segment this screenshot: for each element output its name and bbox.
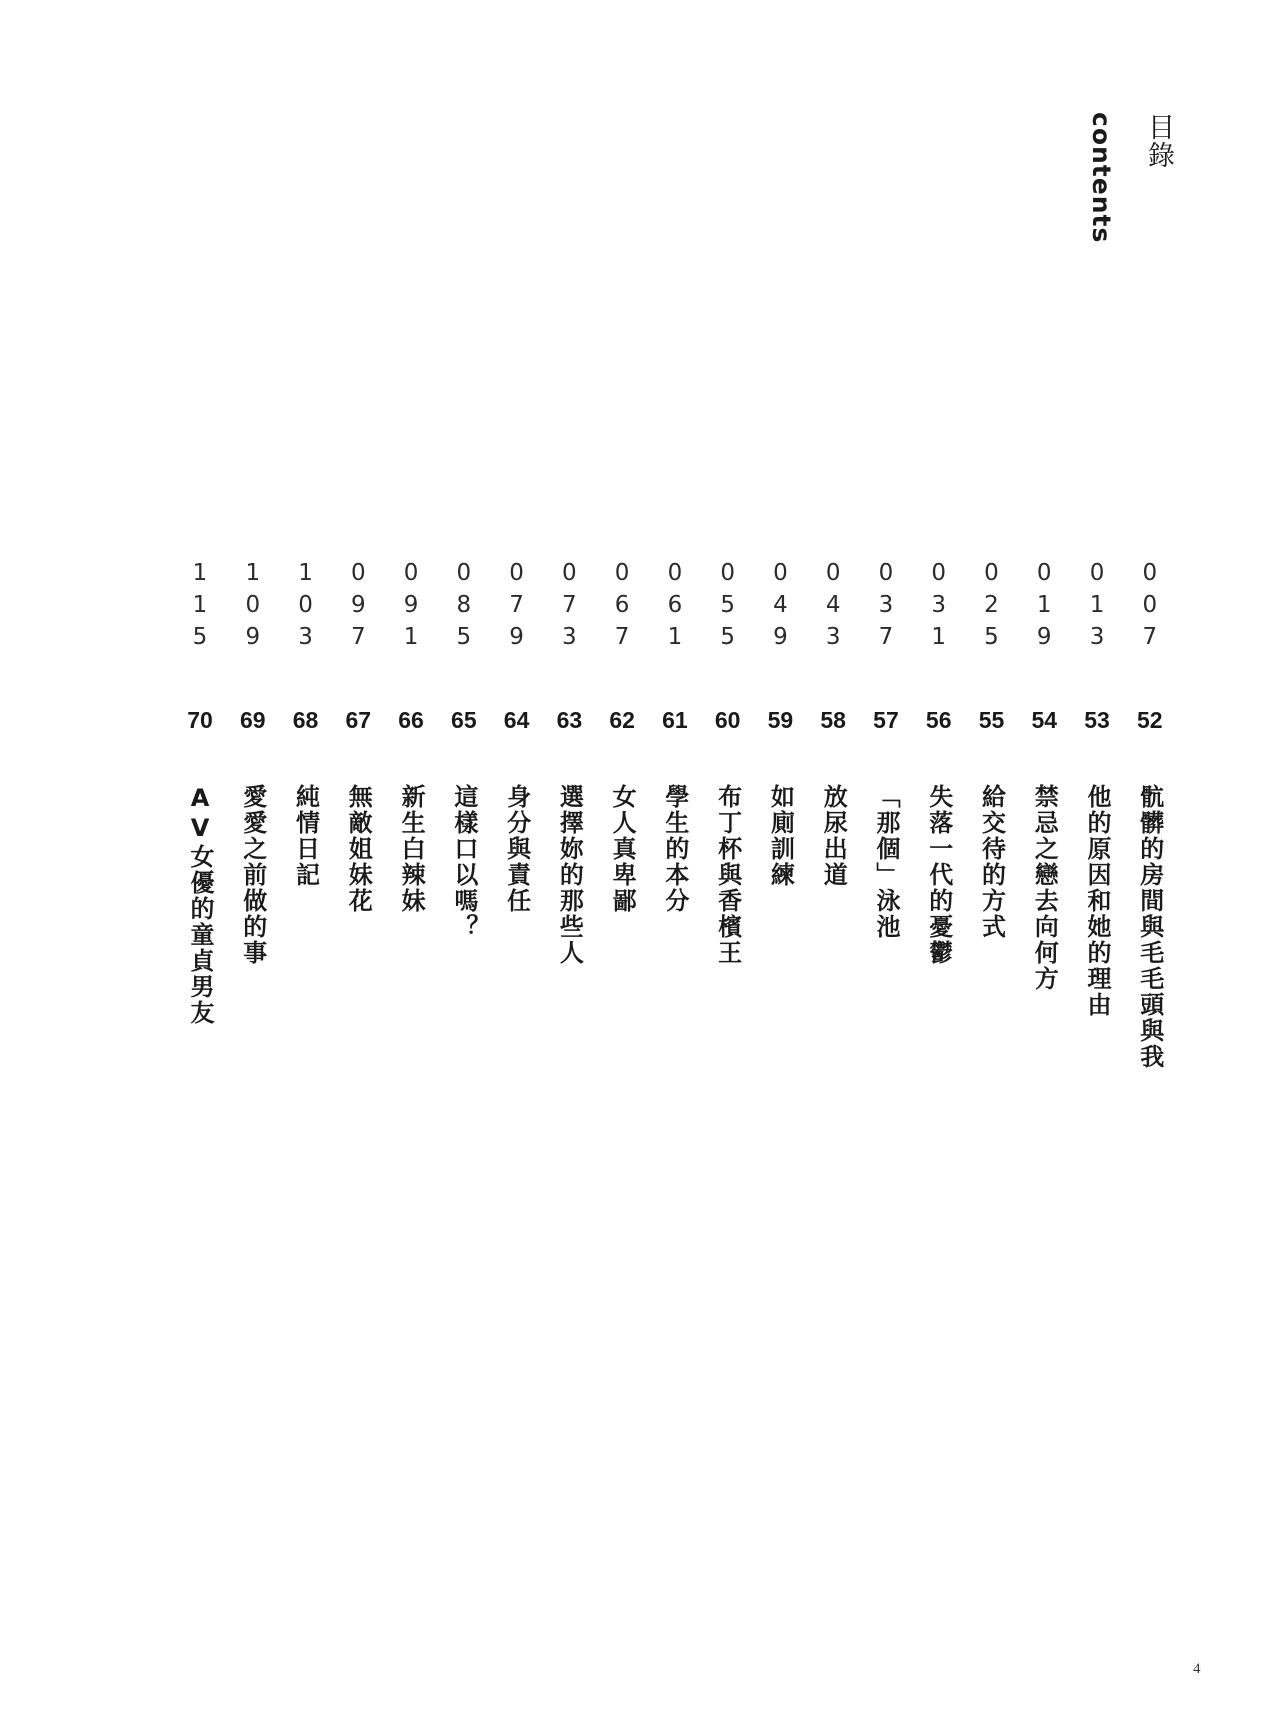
toc-entry — [497, 560, 537, 1080]
toc-page-ref: 109 — [239, 560, 266, 656]
toc-page-ref: 013 — [1084, 560, 1111, 656]
toc-page-ref: 115 — [187, 560, 213, 656]
toc-page-ref: 061 — [661, 560, 688, 656]
toc-chapter-number: 57 — [873, 707, 899, 733]
toc-chapter-title: 這樣口以嗎？ — [449, 784, 478, 940]
toc-chapter-title: 如廁訓練 — [766, 784, 795, 888]
toc-chapter-number: 65 — [451, 707, 477, 733]
toc-chapter-title: 無敵姐妹花 — [344, 784, 373, 914]
toc-page-ref: 007 — [1136, 560, 1163, 656]
toc-entry — [655, 560, 695, 1080]
toc-entry — [813, 560, 853, 1080]
toc-chapter-number: 56 — [925, 707, 952, 733]
toc-page-ref: 019 — [1031, 560, 1058, 656]
toc-chapter-title: 他的原因和她的理由 — [1083, 784, 1112, 1018]
toc-entry — [444, 560, 484, 1080]
toc-chapter-title: 「那個」泳池 — [871, 784, 900, 940]
page-number: 4 — [1193, 1661, 1201, 1677]
toc-entry — [180, 560, 220, 1080]
toc-chapter-number: 68 — [292, 707, 319, 733]
toc-chapter-number: 59 — [767, 707, 794, 733]
page-subtitle: contents — [1087, 112, 1116, 244]
toc-chapter-number: 53 — [1084, 707, 1110, 733]
toc-page-ref: 025 — [978, 560, 1005, 656]
toc-chapter-number: 63 — [556, 707, 583, 733]
toc-entry — [549, 560, 589, 1080]
toc-chapter-title: 布丁杯與香檳王 — [713, 784, 742, 966]
toc-entry — [1024, 560, 1064, 1080]
toc-entry — [708, 560, 748, 1080]
toc-chapter-title: 失落一代的憂鬱 — [924, 784, 953, 966]
toc-chapter-title: 新生白辣妹 — [397, 784, 426, 914]
toc-chapter-number: 60 — [714, 707, 741, 733]
toc-chapter-title: 給交待的方式 — [977, 784, 1006, 940]
toc-page-ref: 031 — [925, 560, 952, 656]
toc-page-ref: 073 — [556, 560, 583, 656]
toc-chapter-title: 學生的本分 — [660, 784, 689, 914]
toc-page-ref: 091 — [398, 560, 425, 656]
toc-entry — [233, 560, 273, 1080]
toc-entry — [286, 560, 326, 1080]
toc-entry — [919, 560, 959, 1080]
toc-chapter-number: 62 — [609, 707, 635, 733]
toc-entry — [866, 560, 906, 1080]
toc-chapter-number: 55 — [978, 707, 1005, 733]
toc-entry — [971, 560, 1011, 1080]
toc-entry — [338, 560, 378, 1080]
toc-entry — [391, 560, 431, 1080]
page-title: 目錄 — [1143, 113, 1174, 169]
toc-chapter-title: 身分與責任 — [502, 784, 531, 914]
toc-page-ref: 043 — [820, 560, 847, 656]
toc-page-ref: 097 — [345, 560, 372, 656]
toc-page-ref: 055 — [714, 560, 741, 656]
toc-page-ref: 037 — [872, 560, 899, 656]
toc-page-ref: 067 — [609, 560, 636, 656]
toc-chapter-number: 52 — [1136, 707, 1163, 733]
toc-chapter-title: 純情日記 — [291, 784, 320, 888]
toc-chapter-number: 54 — [1031, 707, 1058, 733]
toc-page-ref: 085 — [450, 560, 477, 656]
toc-chapter-title: AV女優的童貞男友 — [186, 784, 214, 1026]
toc-chapter-number: 70 — [187, 707, 213, 733]
toc-chapter-title: 愛愛之前做的事 — [238, 784, 267, 966]
toc-entry — [1077, 560, 1117, 1080]
toc-chapter-title: 女人真卑鄙 — [608, 784, 637, 914]
toc-entry — [760, 560, 800, 1080]
toc-chapter-title: 放尿出道 — [819, 784, 848, 888]
toc-page-ref: 103 — [292, 560, 319, 656]
toc-chapter-title: 選擇妳的那些人 — [555, 784, 584, 966]
toc-chapter-number: 64 — [503, 707, 530, 733]
toc-chapter-title: 禁忌之戀去向何方 — [1030, 784, 1059, 992]
toc-chapter-title: 骯髒的房間與毛毛頭與我 — [1135, 784, 1164, 1070]
toc-page-ref: 049 — [767, 560, 794, 656]
toc-entry — [602, 560, 642, 1080]
toc-entry — [1130, 560, 1170, 1080]
toc-chapter-number: 67 — [345, 707, 372, 733]
toc-chapter-number: 69 — [239, 707, 266, 733]
toc-chapter-number: 61 — [662, 707, 688, 733]
toc-page-ref: 079 — [503, 560, 530, 656]
table-of-contents — [180, 560, 1170, 1080]
toc-chapter-number: 66 — [398, 707, 424, 733]
toc-chapter-number: 58 — [820, 707, 846, 733]
